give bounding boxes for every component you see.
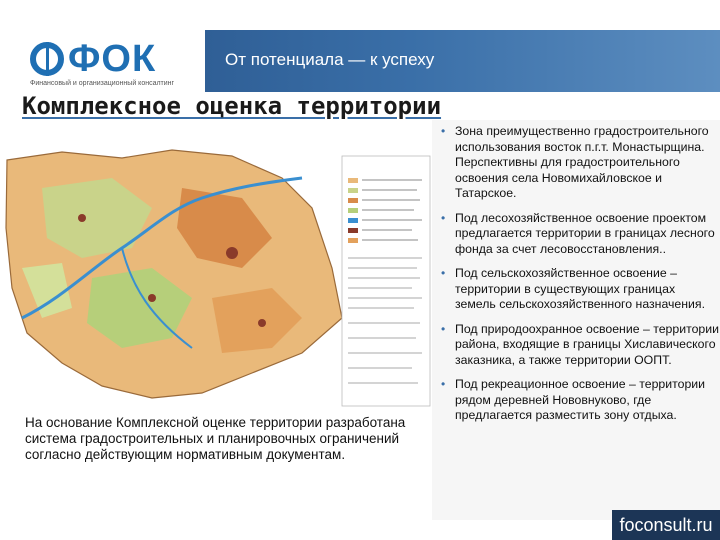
settlement-marker [258, 319, 266, 327]
settlement-marker [226, 247, 238, 259]
legend-swatch [348, 238, 358, 243]
bullet-icon: • [441, 377, 446, 391]
caption: На основание Комплексной оценке территории разработана система градостроительных и планировочных ограничений согласно действующим нормативным документам. [25, 415, 406, 462]
bullet-text: Под сельскохозяйственное освоение – территории в существующих границах земель сельскохозяйственного назначения. [455, 266, 706, 311]
header [0, 30, 720, 92]
bullet-text: Под лесохозяйственное освоение проектом предлагается территории в границах лесного фонда за счет лесовосстановления.. [455, 210, 715, 256]
footer-site-link[interactable]: foconsult.ru [612, 510, 720, 540]
tagline-band [205, 30, 720, 92]
bullet-list [437, 124, 719, 433]
settlement-marker [148, 294, 156, 302]
legend-swatch [348, 228, 358, 233]
brand-block [0, 30, 205, 92]
logo-subtitle: Финансовый и организационный консалтинг [30, 80, 175, 87]
legend-swatch [348, 198, 358, 203]
legend-swatch [348, 208, 358, 213]
logo-text: ФОК [68, 38, 157, 80]
bullet-item [437, 124, 719, 202]
bullet-item [437, 377, 719, 424]
bullet-item [437, 211, 719, 258]
bullet-icon: • [441, 321, 446, 336]
tagline: От потенциала — к успеху [225, 50, 435, 69]
bullet-icon: • [441, 266, 446, 280]
bullet-icon: • [441, 124, 446, 138]
legend-swatch [348, 218, 358, 223]
bullet-icon: • [441, 210, 446, 225]
bullet-text: Зона преимущественно градостроительного использования восток п.г.т. Монастырщина. Перспективны для градостроительного освоения села Новомихайловское и Татарское. [455, 124, 709, 200]
bullet-item [437, 266, 719, 313]
bullet-text: Под рекреационное освоение – территории рядом деревней Нововнуково, где предлагается разместить зону отдыха. [455, 377, 706, 422]
logo-icon [30, 42, 64, 76]
legend-swatch [348, 188, 358, 193]
legend-swatch [348, 178, 358, 183]
bullet-text: Под природоохранное освоение – территории района, входящие в границы Хиславического заказника, а также территории ООПТ. [455, 321, 720, 367]
map-graphic [2, 148, 432, 410]
settlement-marker [78, 214, 86, 222]
bullet-item [437, 322, 719, 369]
page-title: Комплексное оценка территории [22, 92, 442, 120]
territory-map [2, 148, 432, 410]
